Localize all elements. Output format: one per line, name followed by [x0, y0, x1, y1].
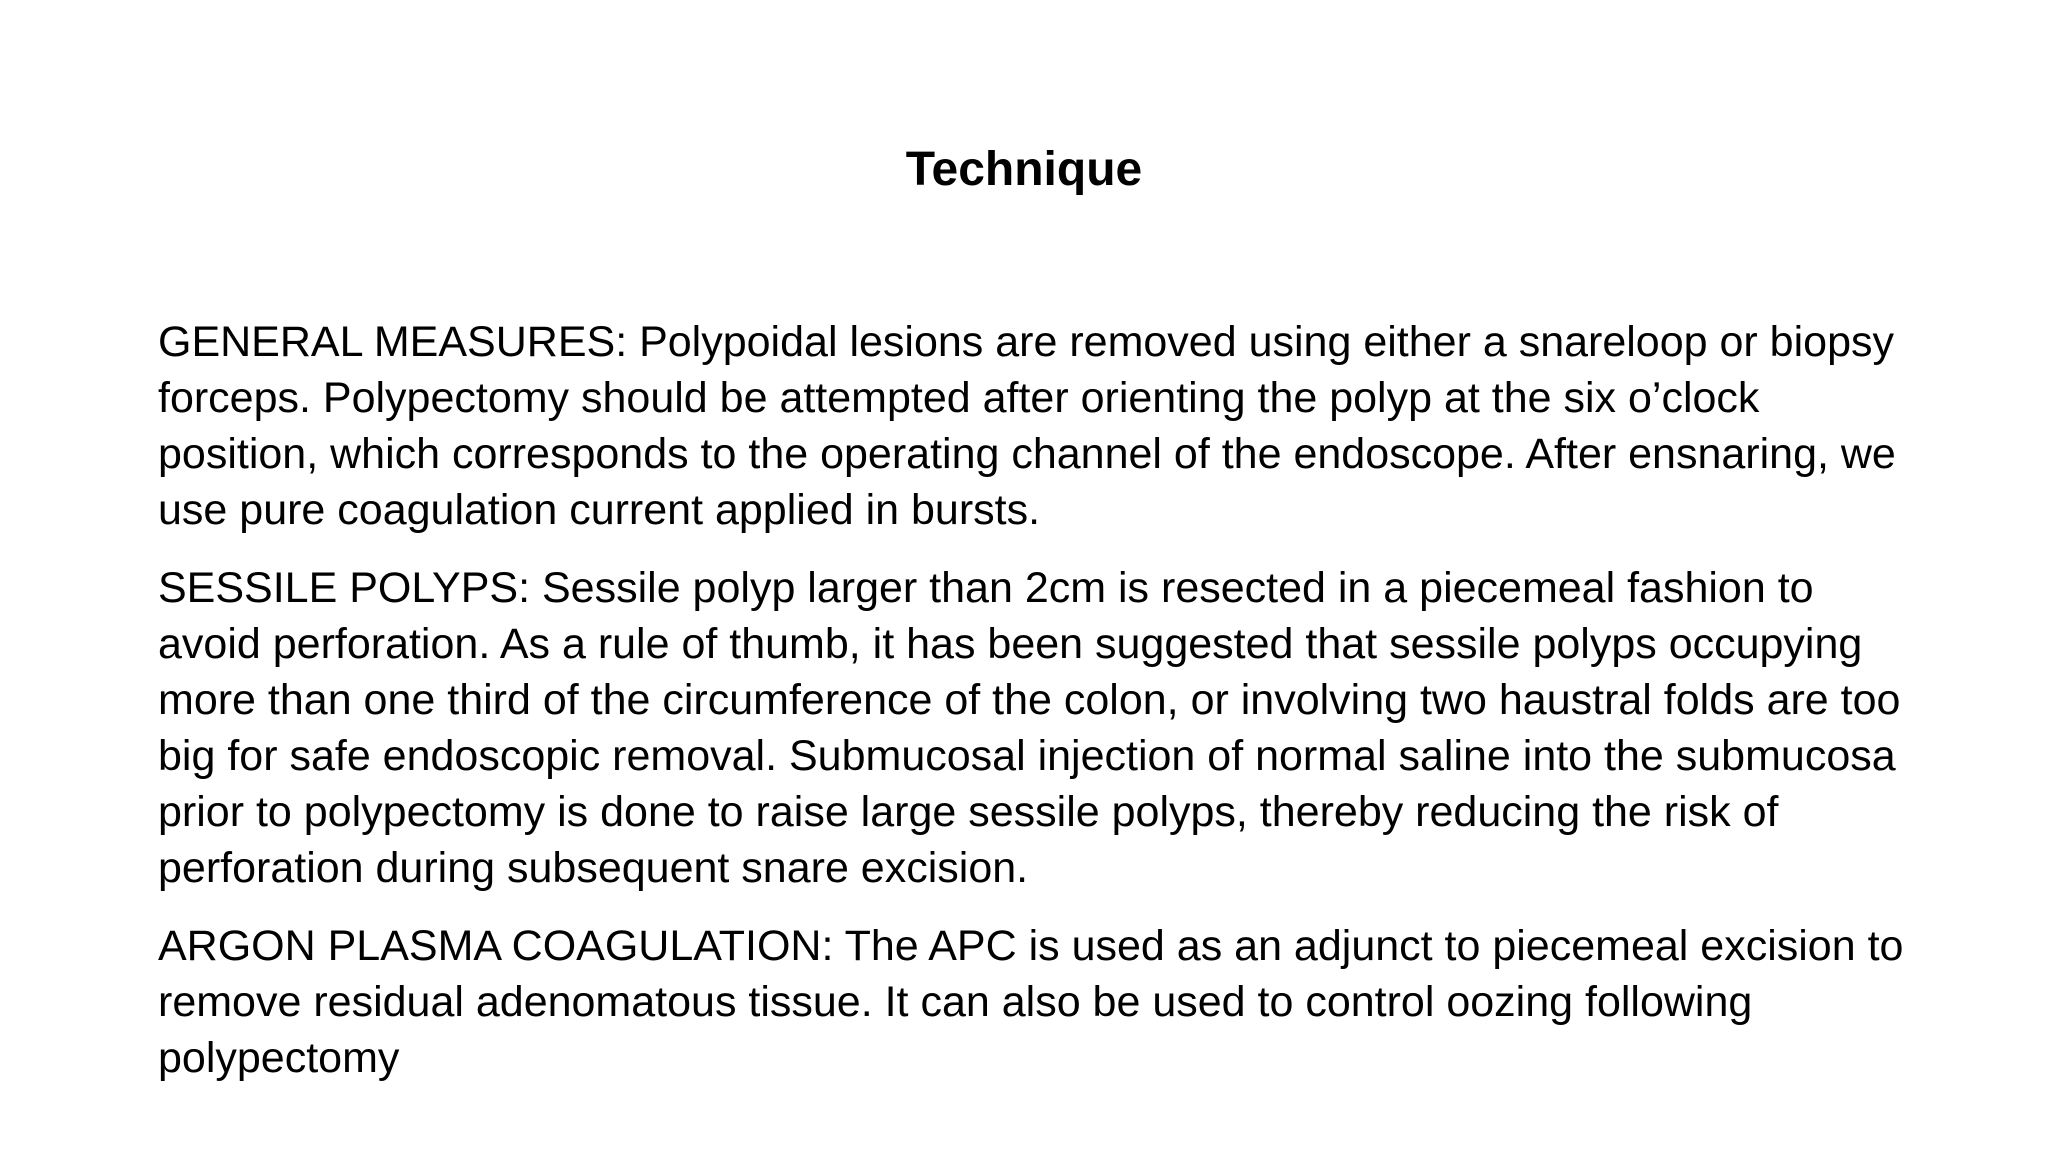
- slide-title: Technique: [905, 143, 1143, 196]
- paragraph-sessile-polyps: SESSILE POLYPS: Sessile polyp larger than 2cm is resected in a piecemeal fashion to avoid perforation. As a rule of thumb, it has been suggested that sessile polyps occupying more than one third of the circumference of the colon, or involving two haustral folds are too big for safe endoscopic removal. Submucosal injection of normal saline into the submucosa prior to polypectomy is done to raise large sessile polyps, thereby reducing the risk of perforation during subsequent snare excision.: [158, 564, 1901, 892]
- paragraph-general-measures: GENERAL MEASURES: Polypoidal lesions are removed using either a snareloop or biopsy forceps. Polypectomy should be attempted after orienting the polyp at the six o’clock position, which corresponds to the operating channel of the endoscope. After ensnaring, we use pure coagulation current applied in bursts.: [158, 318, 1896, 534]
- paragraph-argon-plasma-coagulation: ARGON PLASMA COAGULATION: The APC is used as an adjunct to piecemeal excision to remove residual adenomatous tissue. It can also be used to control oozing following polypectomy: [158, 922, 1904, 1082]
- slide-body: [158, 314, 1918, 1108]
